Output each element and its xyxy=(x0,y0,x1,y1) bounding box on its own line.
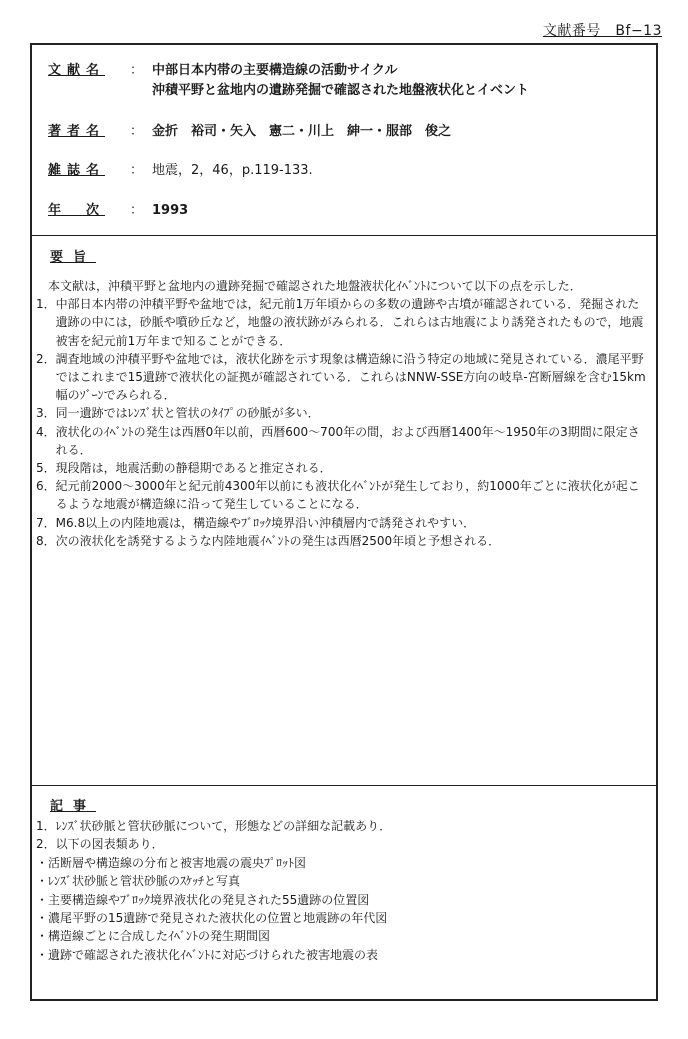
journal-label: 雑誌名 xyxy=(48,163,106,178)
item-text: 次の液状化を誘発するような内陸地震ｲﾍﾞﾝﾄの発生は西暦2500年頃と予想される． xyxy=(55,533,501,548)
bullet-symbol: ・ xyxy=(36,892,49,907)
notes-bullet xyxy=(36,909,650,927)
item-number: 7． xyxy=(36,515,56,530)
item-number: 3． xyxy=(36,406,56,421)
notes-bullet xyxy=(36,927,650,945)
notes-bullet xyxy=(36,872,650,890)
item-text: 液状化のｲﾍﾞﾝﾄの発生は西暦0年以前，西暦600〜700年の間，および西暦1400年〜1950年の3期間に限定される． xyxy=(55,424,640,457)
title-colon: ： xyxy=(130,63,144,78)
bullet-text: 活断層や構造線の分布と被害地震の震央ﾌﾟﾛｯﾄ図 xyxy=(48,855,307,870)
item-number: 5． xyxy=(36,461,56,476)
abstract-item xyxy=(36,404,650,422)
bullet-symbol: ・ xyxy=(36,874,49,889)
authors-label: 著者名 xyxy=(48,124,106,139)
bullet-text: 主要構造線やﾌﾞﾛｯｸ境界液状化の発見された55遺跡の位置図 xyxy=(48,892,370,907)
item-text: 同一遺跡ではﾚﾝｽﾞ状と管状のﾀｲﾌﾟの砂脈が多い． xyxy=(55,406,320,421)
bullet-symbol: ・ xyxy=(36,911,49,926)
abstract-item xyxy=(36,532,650,550)
abstract-item xyxy=(36,423,650,459)
year-label: 年 次 xyxy=(48,203,106,218)
bullet-symbol: ・ xyxy=(36,855,49,870)
item-number: 2． xyxy=(36,837,56,852)
title-label: 文献名 xyxy=(48,63,106,78)
item-number: 1． xyxy=(36,819,56,833)
item-number: 2． xyxy=(36,351,56,366)
bullet-text: 構造線ごとに合成したｲﾍﾞﾝﾄの発生期間図 xyxy=(48,929,271,944)
item-text: ﾚﾝｽﾞ状砂脈と管状砂脈について，形態などの詳細な記載あり． xyxy=(55,819,392,833)
abstract-item xyxy=(36,295,650,350)
authors-colon: ： xyxy=(130,124,144,139)
abstract-intro: 本文献は，沖積平野と盆地内の遺跡発掘で確認された地盤液状化ｲﾍﾞﾝﾄについて以下の点を示した． xyxy=(48,279,582,293)
item-text: 調査地域の沖積平野や盆地では，液状化跡を示す現象は構造線に沿う特定の地域に発見されている．濃尾平野ではこれまで15遺跡で液状化の証拠が確認されている．これらはNNW-SSE方向の岐阜-宮断層線を含む15km幅のｿﾞｰﾝでみられる． xyxy=(55,351,646,403)
divider-notes xyxy=(32,785,656,786)
abstract-item xyxy=(36,477,650,513)
bullet-text: ﾚﾝｽﾞ状砂脈と管状砂脈のｽｹｯﾁと写真 xyxy=(48,874,241,889)
notes-item xyxy=(36,835,650,853)
bullet-symbol: ・ xyxy=(36,929,49,944)
title-line-2: 沖積平野と盆地内の遺跡発掘で確認された地盤液状化とイベント xyxy=(152,83,530,98)
journal-value: 地震，2，46，p.119-133. xyxy=(152,163,313,178)
item-number: 1． xyxy=(36,297,56,312)
item-text: 紀元前2000〜3000年と紀元前4300年以前にも液状化ｲﾍﾞﾝﾄが発生しており，約1000年ごとに液状化が起こるような地震が構造線に沿って発生していることになる． xyxy=(55,479,640,512)
item-number: 8． xyxy=(36,533,56,548)
notes-bullet xyxy=(36,891,650,909)
notes-item xyxy=(36,817,650,835)
item-text: 現段階は，地震活動の静穏期であると推定される． xyxy=(55,461,332,476)
document-frame xyxy=(30,43,658,1001)
notes-bullet xyxy=(36,946,650,964)
divider-meta xyxy=(32,235,656,236)
bullet-text: 遺跡で確認された液状化ｲﾍﾞﾝﾄに対応づけられた被害地震の表 xyxy=(48,947,379,962)
journal-colon: ： xyxy=(130,163,144,178)
notes-bullet xyxy=(36,854,650,872)
item-number: 6． xyxy=(36,479,56,494)
bullet-text: 濃尾平野の15遺跡で発見された液状化の位置と地震跡の年代図 xyxy=(48,911,388,926)
notes-body xyxy=(36,817,650,964)
abstract-heading: 要旨 xyxy=(50,250,97,265)
item-text: M6.8以上の内陸地震は，構造線やﾌﾞﾛｯｸ境界沿い沖積層内で誘発されやすい． xyxy=(55,515,476,530)
title-line-1: 中部日本内帯の主要構造線の活動サイクル xyxy=(152,63,398,78)
year-value: 1993 xyxy=(152,203,189,218)
abstract-item xyxy=(36,459,650,477)
abstract-item xyxy=(36,350,650,405)
bullet-symbol: ・ xyxy=(36,947,49,962)
abstract-item xyxy=(36,514,650,532)
item-number: 4． xyxy=(36,424,56,439)
item-text: 中部日本内帯の沖積平野や盆地では，紀元前1万年頃からの多数の遺跡や古墳が確認されている．発掘された遺跡の中には，砂脈や噴砂丘など，地盤の液状跡がみられる．これらは古地震により誘発されたもので，地震被害を紀元前1万年まで知ることができる． xyxy=(55,297,644,348)
notes-heading: 記事 xyxy=(50,799,97,814)
year-colon: ： xyxy=(130,203,144,218)
document-number: 文献番号 Bf−13 xyxy=(542,23,662,39)
item-text: 以下の図表類あり． xyxy=(55,837,164,852)
authors-value: 金折 裕司・矢入 憲二・川上 紳一・服部 俊之 xyxy=(152,124,452,139)
abstract-body xyxy=(36,277,650,550)
